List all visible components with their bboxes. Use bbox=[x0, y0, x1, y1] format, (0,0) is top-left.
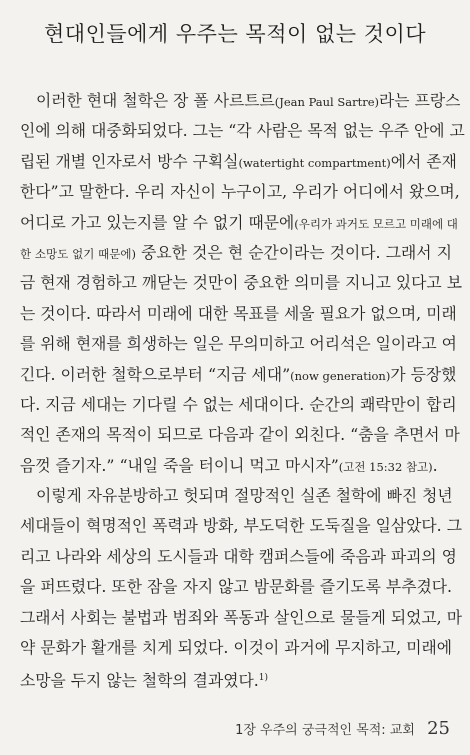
text-line: 다. 지금 세대는 기다릴 수 없는 세대이다. 순간의 쾌락만이 합리 bbox=[20, 394, 457, 414]
text-line: 어디로 가고 있는지를 알 수 없기 때문에(우리가 과거도 모르고 미래에 대 bbox=[20, 212, 458, 232]
footnote-marker: 1) bbox=[258, 673, 268, 684]
text-line: 인에 의해 대중화되었다. 그는 “각 사람은 목적 없는 우주 안에 고 bbox=[20, 121, 465, 141]
text-line: 이렇게 자유분방하고 헛되며 절망적인 실존 철학에 빠진 청년 bbox=[36, 486, 453, 506]
page-number: 25 bbox=[427, 718, 450, 739]
inline-note: 한 소망도 없기 때문에) bbox=[20, 246, 136, 261]
section-title: 현대인들에게 우주는 목적이 없는 것이다 bbox=[44, 22, 427, 46]
text-line: 립된 개별 인자로서 방수 구획실(watertight compartment)에서 존재 bbox=[20, 151, 457, 171]
inline-note: (now generation) bbox=[290, 368, 391, 383]
text-line: 한 소망도 없기 때문에) 중요한 것은 현 순간이라는 것이다. 그래서 지 bbox=[20, 242, 452, 262]
text-line: 소망을 두지 않는 철학의 결과였다.$^{1)}$ bbox=[20, 671, 268, 691]
text-line: 음껏 즐기자.” “내일 죽을 터이니 먹고 마시자”(고전 15:32 참고). bbox=[20, 455, 438, 475]
text-line: 을 퍼뜨렸다. 또한 잠을 자지 않고 밤문화를 즐기도록 부추겼다. bbox=[20, 577, 452, 597]
text-line: 금 현재 경험하고 깨닫는 것만이 중요한 의미를 지니고 있다고 보 bbox=[20, 273, 462, 293]
inline-note: (Jean Paul Sartre) bbox=[274, 95, 380, 109]
text-line: 약 문화가 활개를 치게 되었다. 이것이 과거에 무지하고, 미래에 bbox=[20, 638, 452, 658]
text-line: 긴다. 이러한 철학으로부터 “지금 세대”(now generation)가 등장했 bbox=[20, 364, 457, 384]
text-line: 한다”고 말한다. 우리 자신이 누구이고, 우리가 어디에서 왔으며, bbox=[20, 182, 460, 202]
chapter-label: 1장 우주의 궁극적인 목적: 교회 bbox=[235, 723, 415, 738]
inline-note: (우리가 과거도 모르고 미래에 대 bbox=[294, 216, 458, 231]
text-line: 는 것이다. 따라서 미래에 대한 목표를 세울 필요가 없으며, 미래 bbox=[20, 303, 457, 323]
text-line: 적인 존재의 목적이 되므로 다음과 같이 외친다. “춤을 추면서 마 bbox=[20, 425, 460, 445]
text-line: 그래서 사회는 불법과 범죄와 폭동과 살인으로 물들게 되었고, 마 bbox=[20, 607, 462, 627]
text-line: 리고 나라와 세상의 도시들과 대학 캠퍼스들에 죽음과 파괴의 영 bbox=[20, 546, 457, 566]
inline-note: (고전 15:32 참고) bbox=[338, 459, 433, 474]
text-line: 세대들이 혁명적인 폭력과 방화, 부도덕한 도둑질을 일삼았다. 그 bbox=[20, 516, 462, 536]
text-line: 이러한 현대 철학은 장 폴 사르트르(Jean Paul Sartre)라는 프랑스 bbox=[36, 91, 461, 110]
body-text bbox=[20, 86, 465, 694]
text-line: 를 위해 현재를 희생하는 일은 무의미하고 어리석은 일이라고 여 bbox=[20, 334, 457, 354]
page-footer bbox=[235, 718, 450, 739]
inline-note: (watertight compartment) bbox=[238, 155, 391, 170]
